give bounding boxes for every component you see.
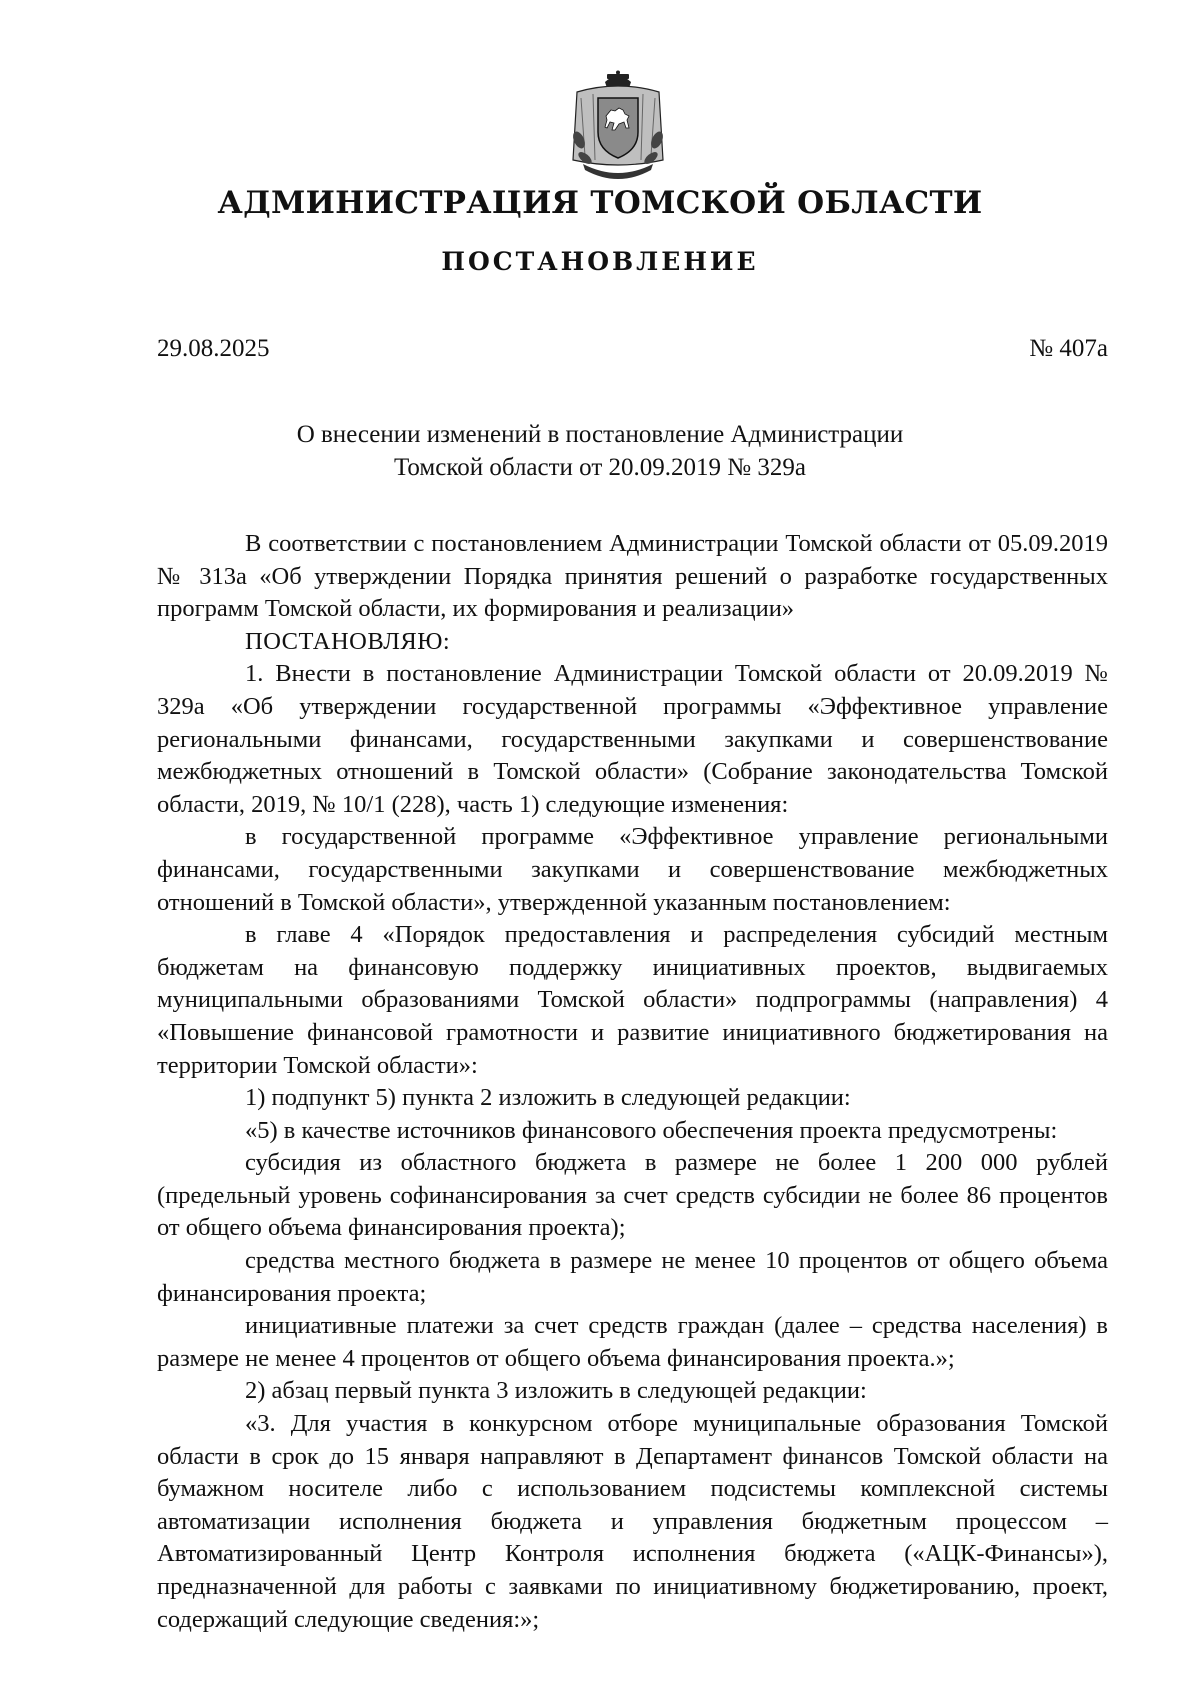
document-subject xyxy=(0,418,1200,484)
body-paragraph: инициативные платежи за счет средств граждан (далее – средства населения) в размере не менее 4 процентов от общего объема финансирования проекта.»; xyxy=(157,1312,1108,1372)
body-paragraph: средства местного бюджета в размере не менее 10 процентов от общего объема финансирования проекта; xyxy=(157,1247,1108,1307)
subject-line: О внесении изменений в постановление Администрации xyxy=(296,421,904,448)
document-type: ПОСТАНОВЛЕНИЕ xyxy=(441,247,759,276)
body-paragraph: 1. Внести в постановление Администрации Томской области от 20.09.2019 № 329а «Об утверждении государственной программы «Эффективное управление региональными финансами, государственными закупками и совершенствование межбюджетных отношений в Томской области» (Собрание законодательства Томской области, 2019, № 10/1 (228), часть 1) следующие изменения: xyxy=(157,660,1108,818)
body-paragraph: В соответствии с постановлением Администрации Томской области от 05.09.2019 № 313а «Об утверждении Порядка принятия решений о разработке государственных программ Томской области, их формирования и реализации» xyxy=(157,530,1108,623)
subject-line: Томской области от 20.09.2019 № 329а xyxy=(394,454,806,481)
document-number: № 407а xyxy=(1029,335,1108,362)
body-paragraph: в государственной программе «Эффективное управление региональными финансами, государственными закупками и совершенствование межбюджетных отношений в Томской области», утвержденной указанным постановлением: xyxy=(157,823,1108,916)
decree-word: ПОСТАНОВЛЯЮ: xyxy=(245,627,451,655)
document-date: 29.08.2025 xyxy=(157,335,270,362)
body-paragraph: в главе 4 «Порядок предоставления и распределения субсидий местным бюджетам на финансовую поддержку инициативных проектов, выдвигаемых муниципальными образованиями Томской области» подпрограммы (направления) 4 «Повышение финансовой грамотности и развитие инициативного бюджетирования на территории Томской области»: xyxy=(157,921,1108,1079)
body-paragraph: 1) подпункт 5) пункта 2 изложить в следующей редакции: xyxy=(245,1084,851,1112)
body-paragraph: «3. Для участия в конкурсном отборе муниципальные образования Томской области в срок до 15 января направляют в Департамент финансов Томской области на бумажном носителе либо с использованием подсистемы комплексной системы автоматизации исполнения бюджета и управления бюджетным процессом – Автоматизированный Центр Контроля исполнения бюджета («АЦК-Финансы»), предназначенной для работы с заявками по инициативному бюджетированию, проект, содержащий следующие сведения:»; xyxy=(157,1410,1108,1633)
body-paragraph: «5) в качестве источников финансового обеспечения проекта предусмотрены: xyxy=(245,1116,1058,1144)
coat-of-arms-icon xyxy=(563,70,673,190)
document-body xyxy=(157,528,1108,1636)
body-paragraph: субсидия из областного бюджета в размере не более 1 200 000 рублей (предельный уровень софинансирования за счет средств субсидии не более 86 процентов от общего объема финансирования проекта); xyxy=(157,1149,1108,1242)
body-paragraph: 2) абзац первый пункта 3 изложить в следующей редакции: xyxy=(245,1377,867,1405)
organization-title: АДМИНИСТРАЦИЯ ТОМСКОЙ ОБЛАСТИ xyxy=(217,185,983,221)
